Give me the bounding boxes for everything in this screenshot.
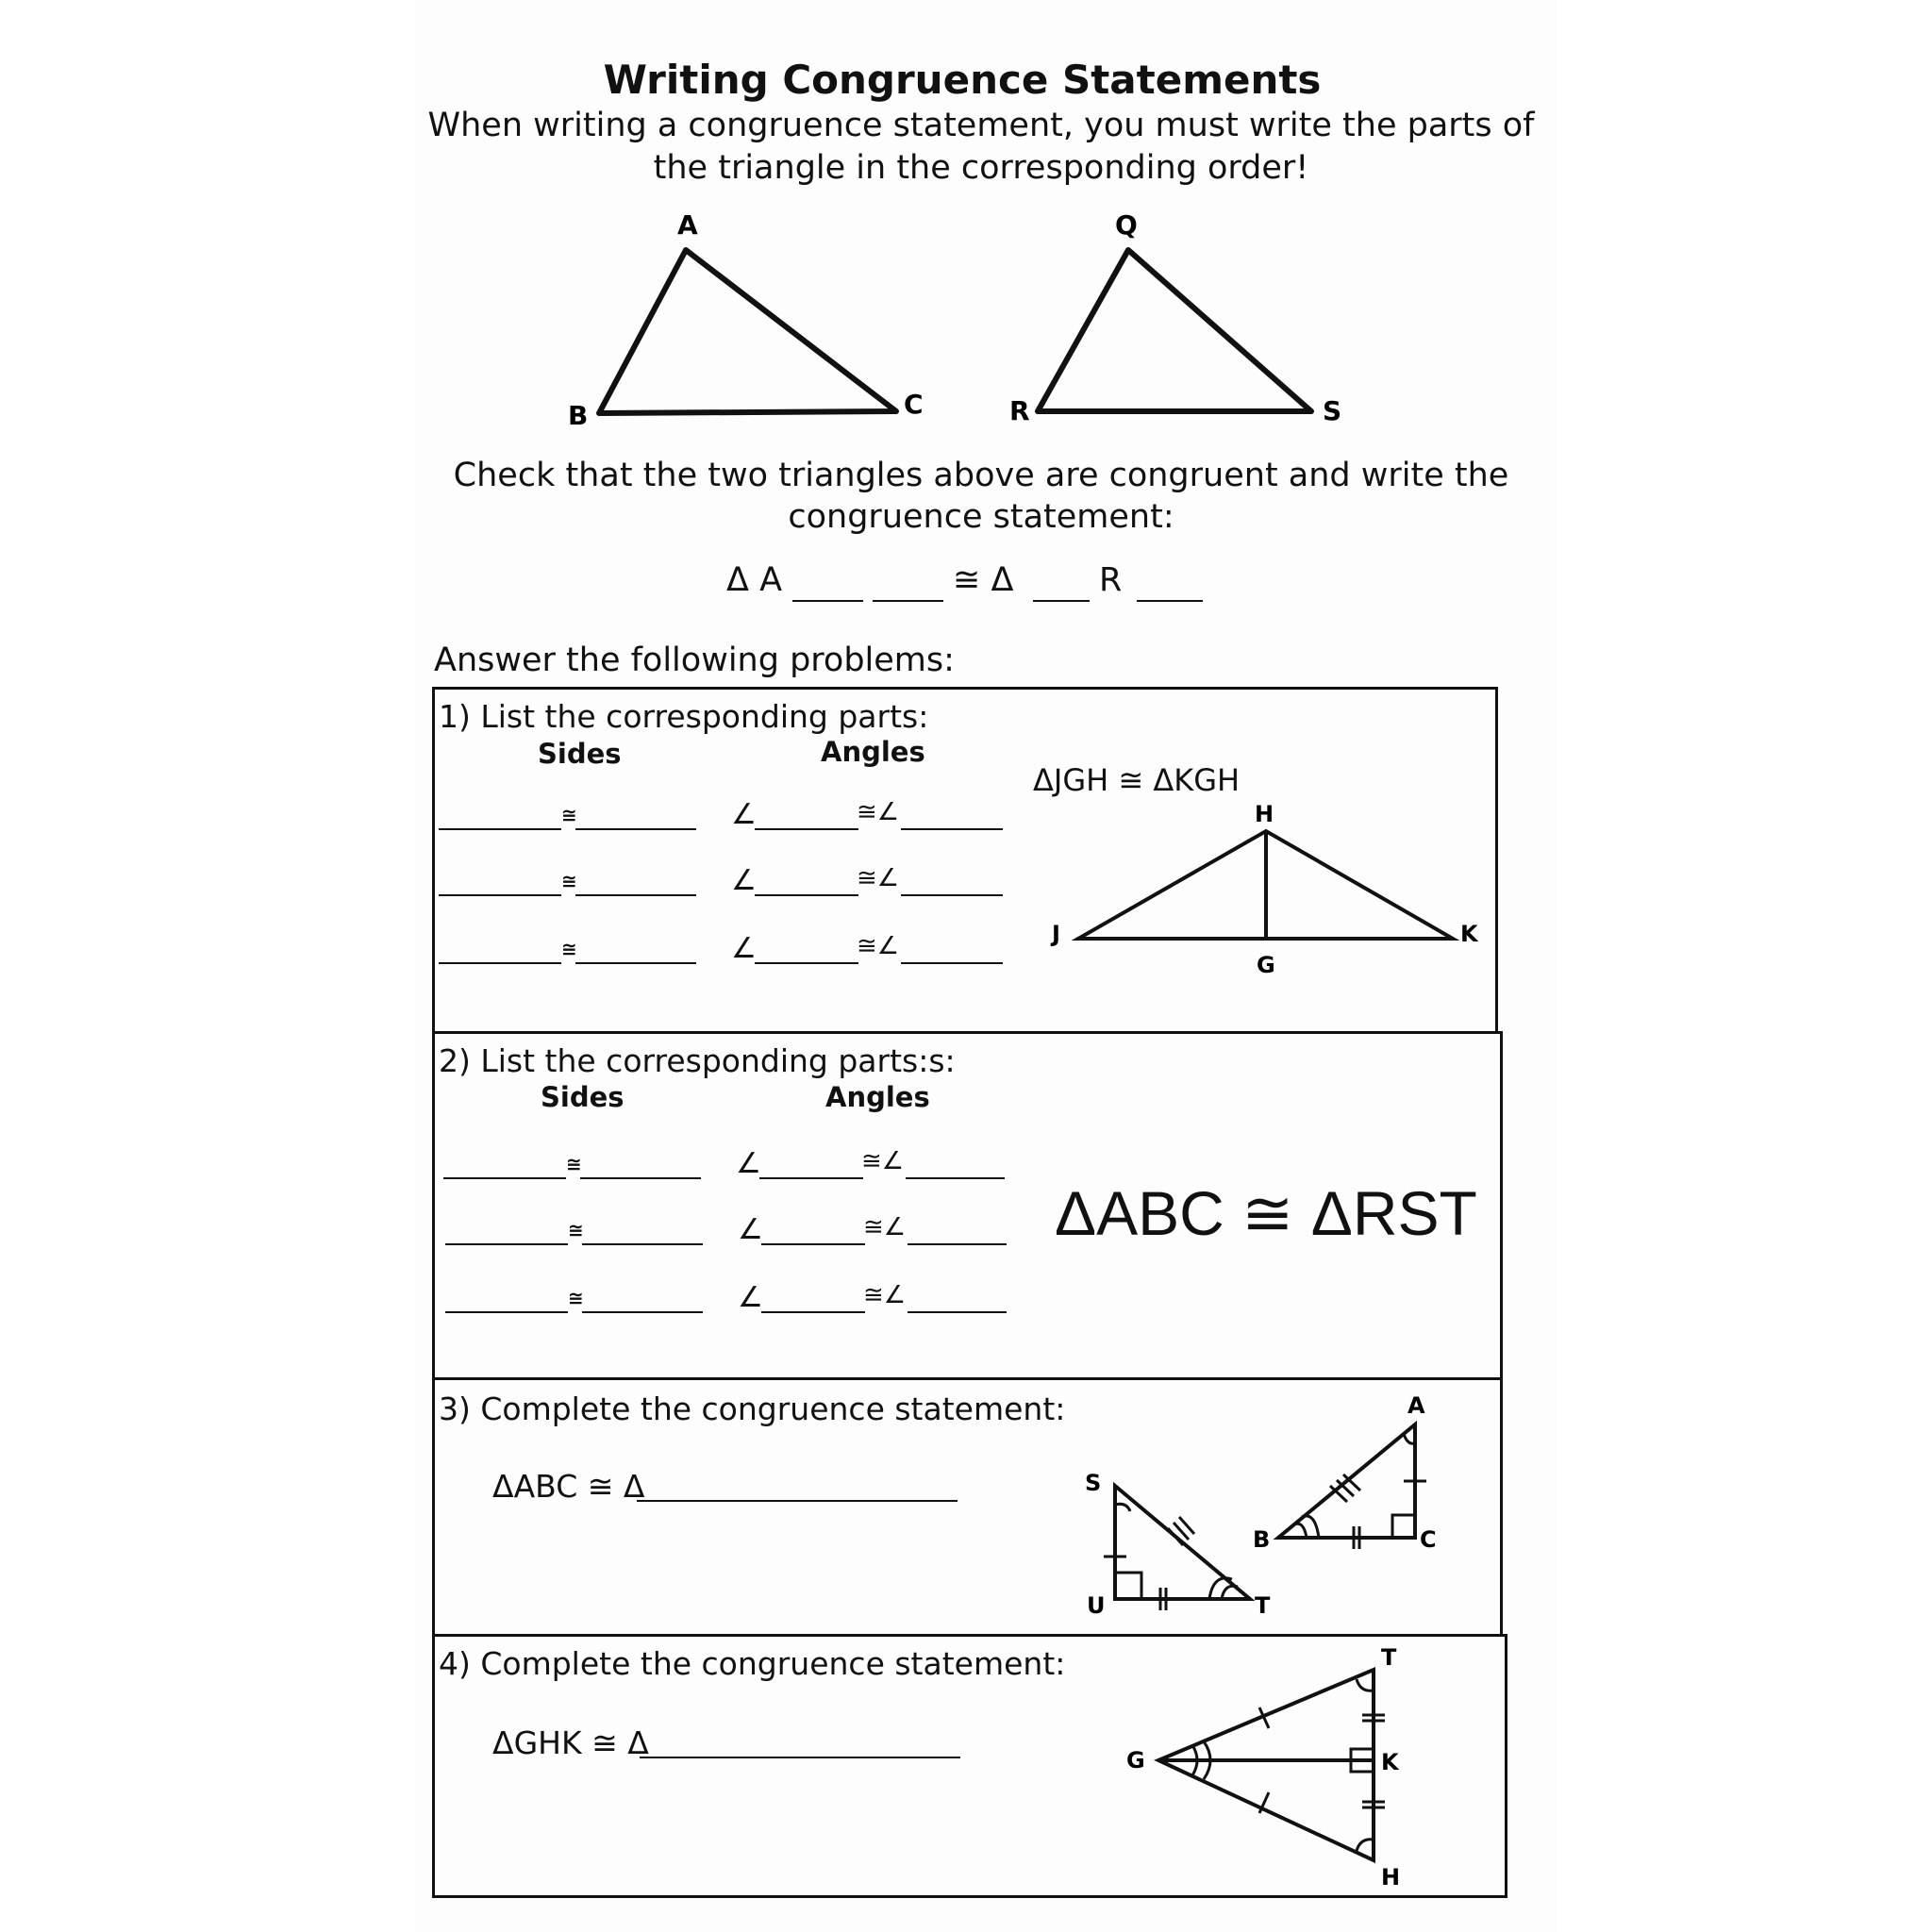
right-angle-mark-c bbox=[1392, 1515, 1415, 1538]
vertex-label-b: B bbox=[568, 400, 589, 431]
triangle-abc bbox=[599, 250, 896, 413]
vertex-label-h: H bbox=[1255, 801, 1274, 827]
vertex-label-k: K bbox=[1460, 921, 1478, 947]
p2-angle-blank-left[interactable] bbox=[759, 1177, 863, 1179]
triangle-gth bbox=[1158, 1670, 1374, 1860]
problem-1-heading: 1) List the corresponding parts: bbox=[439, 698, 929, 735]
p1-angle-sym: ∠ bbox=[731, 864, 757, 897]
vertex-label-g: G bbox=[1126, 1747, 1145, 1774]
p2-angle-blank-right[interactable] bbox=[908, 1311, 1007, 1313]
p1-side-blank-left[interactable] bbox=[439, 828, 561, 830]
p2-angle-blank-right[interactable] bbox=[908, 1243, 1007, 1245]
p2-side-eq: ≅ bbox=[568, 1219, 584, 1241]
p2-side-eq: ≅ bbox=[566, 1153, 582, 1175]
p2-angle-eq: ≅∠ bbox=[861, 1147, 905, 1175]
example-statement-r: R bbox=[1099, 561, 1123, 599]
problem-3-prompt: ΔABC ≅ Δ bbox=[492, 1468, 645, 1505]
problem-4-heading: 4) Complete the congruence statement: bbox=[439, 1645, 1066, 1682]
p1-side-blank-right[interactable] bbox=[575, 828, 696, 830]
p1-angle-eq: ≅∠ bbox=[857, 798, 900, 826]
problem-3-answer-blank[interactable] bbox=[637, 1500, 958, 1502]
triangle-sut bbox=[1115, 1486, 1250, 1599]
example-statement-prefix: Δ A bbox=[726, 561, 783, 599]
p1-side-blank-left[interactable] bbox=[439, 894, 561, 896]
vertex-label-k: K bbox=[1381, 1749, 1399, 1775]
vertex-label-s: S bbox=[1323, 395, 1342, 426]
p1-angle-blank-right[interactable] bbox=[901, 894, 1003, 896]
problem-2-angles-label: Angles bbox=[825, 1081, 930, 1113]
example-triangles-figure bbox=[547, 198, 1396, 434]
problem-4-prompt: ΔGHK ≅ Δ bbox=[492, 1724, 649, 1761]
problem-4-answer-blank[interactable] bbox=[640, 1757, 960, 1758]
p1-angle-blank-left[interactable] bbox=[755, 828, 858, 830]
p1-angle-blank-left[interactable] bbox=[755, 894, 858, 896]
problem-3-figure bbox=[1066, 1387, 1500, 1632]
vertex-label-s: S bbox=[1085, 1470, 1102, 1496]
p2-angle-sym: ∠ bbox=[738, 1281, 763, 1314]
p1-angle-eq: ≅∠ bbox=[857, 932, 900, 960]
answer-heading: Answer the following problems: bbox=[434, 641, 955, 679]
p2-angle-blank-right[interactable] bbox=[906, 1177, 1005, 1179]
p1-angle-blank-right[interactable] bbox=[901, 828, 1003, 830]
intro-line-1: When writing a congruence statement, you must write the parts of bbox=[427, 107, 1535, 144]
p2-side-blank-right[interactable] bbox=[582, 1311, 703, 1313]
problem-1-figure bbox=[1047, 797, 1491, 986]
right-angle-mark-u bbox=[1115, 1573, 1141, 1599]
example-blank-3[interactable] bbox=[1033, 600, 1090, 602]
p1-side-blank-right[interactable] bbox=[575, 962, 696, 964]
vertex-label-j: J bbox=[1052, 921, 1060, 947]
vertex-label-a: A bbox=[1407, 1392, 1425, 1419]
p1-angle-sym: ∠ bbox=[731, 932, 757, 965]
intro-line-2: the triangle in the corresponding order! bbox=[653, 149, 1309, 187]
vertex-label-t: T bbox=[1381, 1644, 1397, 1671]
example-blank-4[interactable] bbox=[1137, 600, 1203, 602]
p2-side-blank-left[interactable] bbox=[443, 1177, 566, 1179]
vertex-label-b: B bbox=[1253, 1526, 1271, 1553]
problem-2-sides-label: Sides bbox=[541, 1081, 625, 1113]
p1-angle-sym: ∠ bbox=[731, 798, 757, 831]
vertex-label-h: H bbox=[1381, 1864, 1401, 1890]
p2-side-blank-right[interactable] bbox=[582, 1243, 703, 1245]
p2-side-blank-left[interactable] bbox=[445, 1243, 568, 1245]
p2-angle-blank-left[interactable] bbox=[761, 1311, 865, 1313]
example-blank-1[interactable] bbox=[792, 600, 863, 602]
p1-side-eq: ≅ bbox=[561, 938, 577, 960]
problem-2-heading: 2) List the corresponding parts:s: bbox=[439, 1042, 956, 1079]
problem-4-figure bbox=[1113, 1641, 1491, 1891]
p2-side-blank-right[interactable] bbox=[580, 1177, 701, 1179]
problem-1-angles-label: Angles bbox=[821, 736, 925, 768]
p2-angle-sym: ∠ bbox=[736, 1147, 761, 1180]
p2-angle-eq: ≅∠ bbox=[863, 1281, 907, 1309]
p1-side-eq: ≅ bbox=[561, 804, 577, 826]
example-statement-cong: ≅ Δ bbox=[953, 561, 1014, 599]
vertex-label-g: G bbox=[1257, 952, 1275, 978]
problem-2-statement: ΔABC ≅ ΔRST bbox=[1055, 1178, 1477, 1248]
p2-angle-blank-left[interactable] bbox=[761, 1243, 865, 1245]
p2-side-eq: ≅ bbox=[568, 1287, 584, 1309]
vertex-label-u: U bbox=[1087, 1592, 1106, 1619]
page-title: Writing Congruence Statements bbox=[603, 57, 1322, 103]
check-line-1: Check that the two triangles above are congruent and write the bbox=[453, 457, 1509, 494]
vertex-label-c: C bbox=[1420, 1526, 1437, 1553]
p1-angle-eq: ≅∠ bbox=[857, 864, 900, 892]
p2-angle-sym: ∠ bbox=[738, 1213, 763, 1246]
p1-side-blank-right[interactable] bbox=[575, 894, 696, 896]
example-blank-2[interactable] bbox=[873, 600, 943, 602]
triangle-qrs bbox=[1038, 250, 1311, 411]
p2-side-blank-left[interactable] bbox=[445, 1311, 568, 1313]
vertex-label-r: R bbox=[1009, 395, 1030, 426]
p1-angle-blank-right[interactable] bbox=[901, 962, 1003, 964]
p1-angle-blank-left[interactable] bbox=[755, 962, 858, 964]
p2-angle-eq: ≅∠ bbox=[863, 1213, 907, 1241]
triangle-abc-small bbox=[1278, 1424, 1415, 1538]
vertex-label-t: T bbox=[1255, 1592, 1271, 1619]
check-line-2: congruence statement: bbox=[788, 498, 1174, 536]
problem-1-sides-label: Sides bbox=[538, 738, 622, 770]
p1-side-eq: ≅ bbox=[561, 870, 577, 892]
problem-3-heading: 3) Complete the congruence statement: bbox=[439, 1391, 1066, 1427]
p1-side-blank-left[interactable] bbox=[439, 962, 561, 964]
vertex-label-c: C bbox=[904, 389, 924, 420]
vertex-label-a: A bbox=[677, 209, 698, 241]
vertex-label-q: Q bbox=[1115, 209, 1138, 241]
problem-1-statement: ΔJGH ≅ ΔKGH bbox=[1033, 762, 1241, 798]
